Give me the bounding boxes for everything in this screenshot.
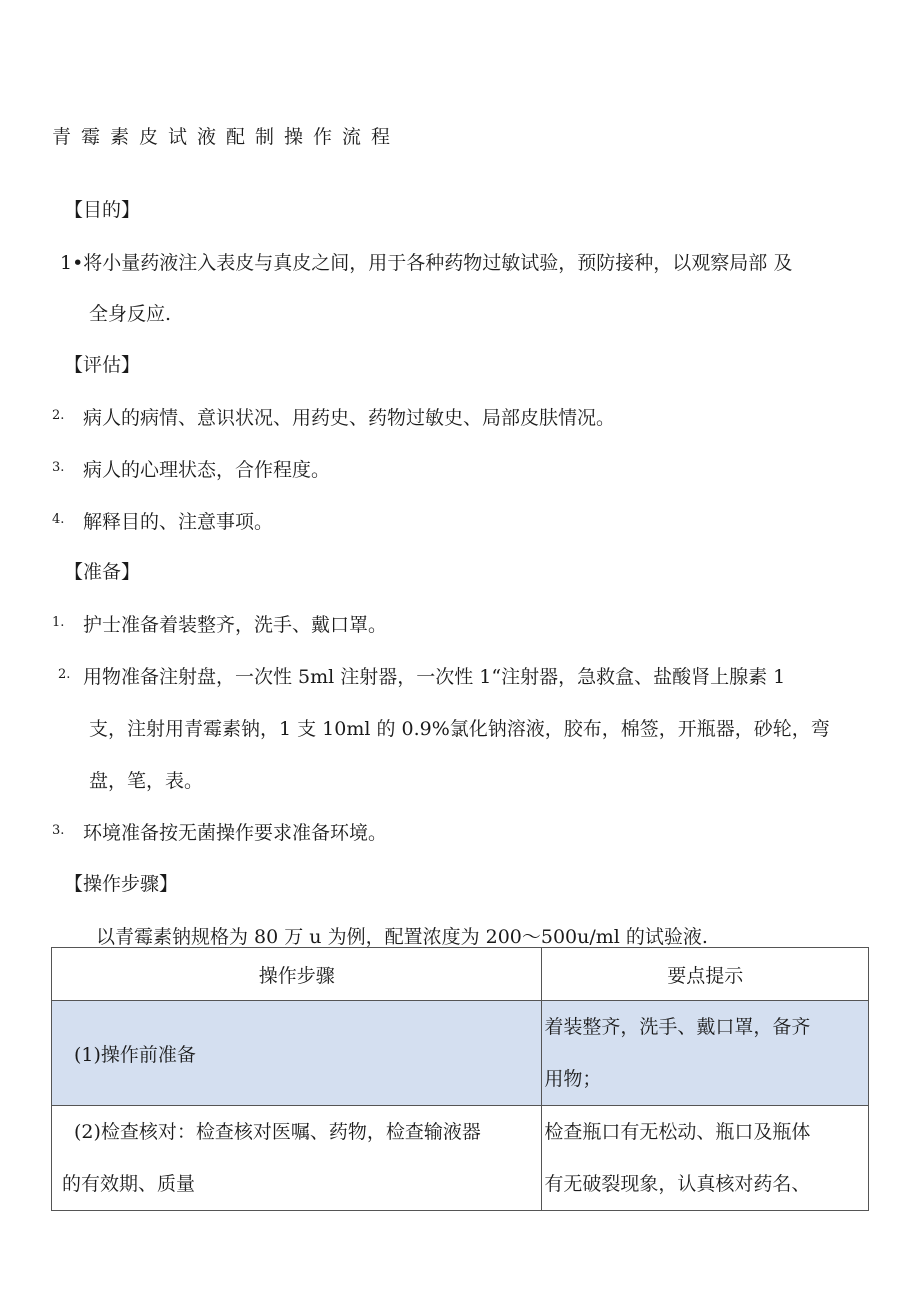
step-cell: (1)操作前准备 xyxy=(52,1001,542,1106)
item-text: 将小量药液注入表皮与真皮之间，用于各种药物过敏试验，预防接种，以观察局部 及 xyxy=(83,252,793,274)
tip-cell xyxy=(542,1106,869,1211)
item-number: 2. xyxy=(52,408,65,423)
item-number: 3. xyxy=(52,823,65,838)
tip-line: 着装整齐，洗手、戴口罩，备齐 xyxy=(544,1016,811,1038)
preparation-item-3: 环境准备按无菌操作要求准备环境。 xyxy=(83,822,388,844)
item-number: 1• xyxy=(60,252,84,274)
step-line: 的有效期、质量 xyxy=(62,1173,196,1195)
steps-table xyxy=(51,947,869,1211)
preparation-item-2-cont: 支，注射用青霉素钠，1 支 10ml 的 0.9%氯化钠溶液，胶布，棉签，开瓶器，砂轮，弯 xyxy=(89,718,830,740)
section-heading-preparation: 【准备】 xyxy=(64,561,141,583)
table-row xyxy=(52,1106,869,1211)
tip-cell xyxy=(542,1001,869,1106)
item-number: 2. xyxy=(58,667,71,682)
page-title: 青霉素皮试液配制操作流程 xyxy=(52,126,401,148)
section-heading-purpose: 【目的】 xyxy=(64,199,141,221)
step-cell xyxy=(52,1106,542,1211)
assessment-item-3: 病人的心理状态，合作程度。 xyxy=(83,459,331,481)
item-number: 4. xyxy=(52,512,65,527)
purpose-item-1 xyxy=(60,248,792,275)
item-number: 1. xyxy=(52,615,65,630)
purpose-item-1-cont: 全身反应. xyxy=(89,303,172,325)
column-header-tips: 要点提示 xyxy=(542,948,869,1001)
table-header-row xyxy=(52,948,869,1001)
preparation-item-1: 护士准备着装整齐，洗手、戴口罩。 xyxy=(83,614,388,636)
tip-line: 检查瓶口有无松动、瓶口及瓶体 xyxy=(544,1121,811,1143)
tip-line: 有无破裂现象，认真核对药名、 xyxy=(544,1173,811,1195)
tip-line: 用物； xyxy=(544,1068,602,1090)
section-heading-steps: 【操作步骤】 xyxy=(64,873,179,895)
table-row xyxy=(52,1001,869,1106)
item-number: 3. xyxy=(52,460,65,475)
section-heading-assessment: 【评估】 xyxy=(64,354,141,376)
column-header-steps: 操作步骤 xyxy=(52,948,542,1001)
steps-intro: 以青霉素钠规格为 80 万 u 为例，配置浓度为 200～500u/ml 的试验液. xyxy=(96,926,708,948)
preparation-item-2: 用物准备注射盘，一次性 5ml 注射器，一次性 1“注射器，急救盒、盐酸肾上腺素 1 xyxy=(83,666,786,688)
assessment-item-2: 病人的病情、意识状况、用药史、药物过敏史、局部皮肤情况。 xyxy=(83,407,616,429)
assessment-item-4: 解释目的、注意事项。 xyxy=(83,511,274,533)
step-line: (2)检查核对：检查核对医嘱、药物，检查输液器 xyxy=(74,1121,481,1143)
preparation-item-2-cont2: 盘，笔，表。 xyxy=(89,770,204,792)
